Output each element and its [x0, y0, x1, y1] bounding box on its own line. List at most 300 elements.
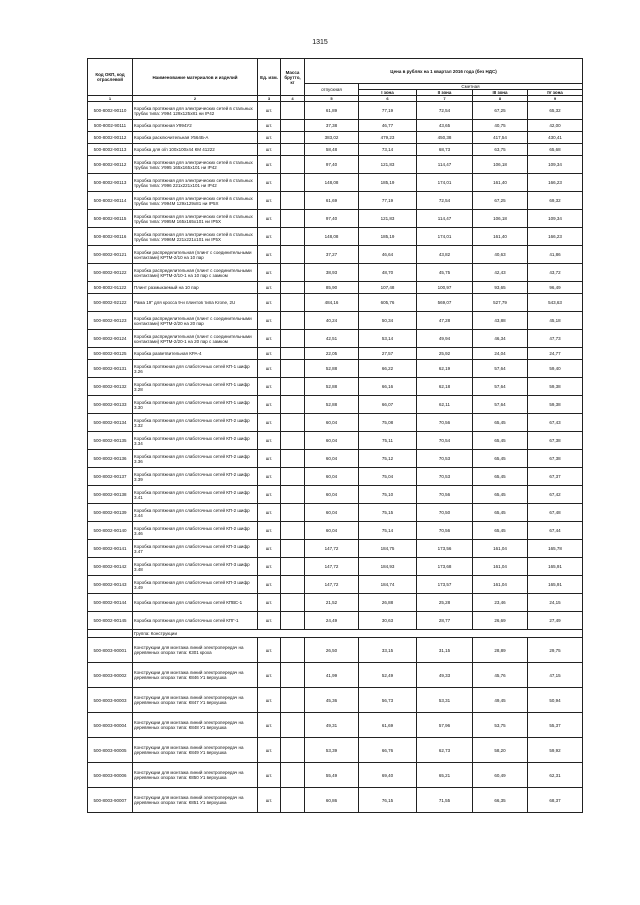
column-index-cell: 8 [473, 96, 528, 102]
row-code: 500-8002-90121 [88, 246, 133, 264]
row-name: Коробка протяжная для слаботочных сетей КП-2 шифр 3.44 [133, 504, 258, 522]
row-code: 500-8002-90144 [88, 594, 133, 612]
row-name: Коробка распределительная (плинт с соединительными контактами) КРТМ-2/10-1 на 10 пар с замком [133, 264, 258, 282]
row-unit: шт. [258, 330, 281, 348]
row-unit: шт. [258, 228, 281, 246]
row-name: Коробка протяжная для слаботочных сетей КП-3 шифр 3.47 [133, 540, 258, 558]
row-price: 161,04 [473, 558, 528, 576]
row-price: 75,08 [359, 414, 417, 432]
row-mass [281, 174, 305, 192]
row-price: 66,16 [359, 378, 417, 396]
table-row [88, 450, 583, 468]
row-unit: шт. [258, 763, 281, 788]
row-price: 66,07 [359, 396, 417, 414]
group-row [88, 630, 583, 638]
row-name: Коробка расключительная У564Б-А [133, 132, 258, 144]
row-price: 49,33 [417, 663, 473, 688]
row-code: 500-8002-91122 [88, 282, 133, 294]
price-table [87, 58, 583, 813]
row-name: Коробка протяжная для электрических сетей в стальных трубах типа: У995М 165х165х101 ни IP5X [133, 210, 258, 228]
row-price: 53,75 [473, 713, 528, 738]
row-price: 166,23 [528, 174, 583, 192]
header-zone2: II зона [417, 90, 473, 96]
row-unit: шт. [258, 156, 281, 174]
row-code: 500-8002-90115 [88, 210, 133, 228]
table-row [88, 312, 583, 330]
row-price: 68,73 [417, 144, 473, 156]
row-price: 67,25 [473, 102, 528, 120]
table-row [88, 102, 583, 120]
row-price: 109,34 [528, 156, 583, 174]
row-price: 147,72 [305, 576, 359, 594]
row-price: 26,69 [473, 612, 528, 630]
row-price: 57,96 [417, 713, 473, 738]
row-code: 500-8003-90001 [88, 638, 133, 663]
row-price: 65,45 [473, 468, 528, 486]
row-price: 45,36 [305, 688, 359, 713]
table-row [88, 282, 583, 294]
row-unit: шт. [258, 450, 281, 468]
row-unit: шт. [258, 192, 281, 210]
row-price: 484,16 [305, 294, 359, 312]
header-smetnaya: Сметная [359, 84, 583, 90]
row-price: 40,63 [473, 246, 528, 264]
row-name: Коробка протяжная для электрических сетей в стальных трубах типа: У994М 129х129х81 ни IP5X [133, 192, 258, 210]
header-mass: Масса брутто, кг [281, 59, 305, 96]
row-unit: шт. [258, 120, 281, 132]
row-code: 500-8002-90135 [88, 432, 133, 450]
row-price: 97,40 [305, 156, 359, 174]
row-unit: шт. [258, 264, 281, 282]
table-row [88, 228, 583, 246]
row-unit: шт. [258, 612, 281, 630]
row-price: 48,70 [359, 264, 417, 282]
row-mass [281, 348, 305, 360]
row-price: 161,40 [473, 174, 528, 192]
row-name: Конструкции для монтажа линий электропередач на деревянных опорах типа: К846 У1 верхушка [133, 663, 258, 688]
row-price: 66,22 [359, 360, 417, 378]
row-price: 23,46 [473, 594, 528, 612]
row-name: Рама 19" для кросса 9-и плинтов типа Krone, 2U [133, 294, 258, 312]
row-mass [281, 594, 305, 612]
row-unit: шт. [258, 174, 281, 192]
row-price: 69,40 [359, 763, 417, 788]
row-name: Коробка протяжная для слаботочных сетей КП-3 шифр 3.48 [133, 558, 258, 576]
row-price: 67,25 [473, 192, 528, 210]
table-row [88, 414, 583, 432]
row-unit: шт. [258, 210, 281, 228]
row-price: 41,86 [528, 246, 583, 264]
row-name: Коробка протяжная для электрических сетей в стальных трубах типа: У995 165х165х101 ни IP42 [133, 156, 258, 174]
row-mass [281, 120, 305, 132]
table-row [88, 486, 583, 504]
row-price: 165,78 [528, 540, 583, 558]
row-code: 500-8002-90112 [88, 132, 133, 144]
row-price: 42,51 [305, 330, 359, 348]
row-mass [281, 414, 305, 432]
table-row [88, 174, 583, 192]
row-price: 161,40 [473, 228, 528, 246]
row-price: 70,56 [417, 486, 473, 504]
row-price: 527,79 [473, 294, 528, 312]
table-row [88, 264, 583, 282]
row-price: 605,76 [359, 294, 417, 312]
row-price: 53,14 [359, 330, 417, 348]
row-price: 479,23 [359, 132, 417, 144]
row-code: 500-8002-90122 [88, 264, 133, 282]
row-price: 25,28 [417, 594, 473, 612]
row-price: 26,88 [359, 594, 417, 612]
row-price: 24,77 [528, 348, 583, 360]
row-price: 100,97 [417, 282, 473, 294]
row-unit: шт. [258, 396, 281, 414]
row-price: 70,53 [417, 450, 473, 468]
header-price-title: Цена в рублях на 1 квартал 2016 года (без НДС) [305, 59, 583, 84]
row-unit: шт. [258, 486, 281, 504]
row-price: 52,88 [305, 360, 359, 378]
row-name: Плинт размыкаемый на 10 пар [133, 282, 258, 294]
row-price: 65,21 [417, 763, 473, 788]
row-price: 76,15 [359, 788, 417, 813]
row-mass [281, 522, 305, 540]
row-price: 70,56 [417, 414, 473, 432]
row-price: 383,02 [305, 132, 359, 144]
row-price: 66,35 [473, 788, 528, 813]
table-row [88, 540, 583, 558]
column-index-cell: 1 [88, 96, 133, 102]
row-price: 85,90 [305, 282, 359, 294]
row-mass [281, 156, 305, 174]
row-code: 500-8002-90113 [88, 174, 133, 192]
row-unit: шт. [258, 558, 281, 576]
row-mass [281, 246, 305, 264]
row-price: 68,37 [528, 788, 583, 813]
table-row [88, 432, 583, 450]
row-price: 45,18 [528, 312, 583, 330]
row-mass [281, 264, 305, 282]
table-row [88, 663, 583, 688]
row-unit: шт. [258, 663, 281, 688]
row-name: Конструкции для монтажа линий электропередач на деревянных опорах типа: К848 У1 верхушка [133, 713, 258, 738]
row-price: 67,37 [528, 468, 583, 486]
row-mass [281, 210, 305, 228]
row-price: 148,08 [305, 174, 359, 192]
row-price: 59,40 [528, 360, 583, 378]
row-price: 50,34 [359, 312, 417, 330]
row-price: 38,93 [305, 264, 359, 282]
row-name: Коробка протяжная для слаботочных сетей КП-2 шифр 3.34 [133, 432, 258, 450]
column-index-cell: 7 [417, 96, 473, 102]
row-mass [281, 638, 305, 663]
row-name: Коробка протяжная для слаботочных сетей КП-2 шифр 3.32 [133, 414, 258, 432]
row-price: 53,39 [305, 738, 359, 763]
table-row [88, 348, 583, 360]
row-price: 70,53 [417, 468, 473, 486]
row-name: Коробка протяжная для слаботочных сетей КПГ-1 [133, 612, 258, 630]
row-price: 21,52 [305, 594, 359, 612]
table-row [88, 576, 583, 594]
row-unit: шт. [258, 468, 281, 486]
row-name: Коробки распределительная (плинт с соединительными контактами) КРТМ-2/10 на 10 пар [133, 246, 258, 264]
row-price: 543,63 [528, 294, 583, 312]
row-price: 96,49 [528, 282, 583, 294]
row-price: 52,49 [359, 663, 417, 688]
row-price: 62,31 [528, 763, 583, 788]
row-price: 26,50 [305, 638, 359, 663]
header-zone1: I зона [359, 90, 417, 96]
row-price: 33,15 [359, 638, 417, 663]
row-price: 45,76 [473, 663, 528, 688]
header-zone4: IV зона [528, 90, 583, 96]
column-index-cell: 5 [305, 96, 359, 102]
row-price: 185,19 [359, 228, 417, 246]
row-mass [281, 432, 305, 450]
header-zone3: III зона [473, 90, 528, 96]
column-index-cell: 9 [528, 96, 583, 102]
row-price: 60,04 [305, 522, 359, 540]
row-price: 66,76 [359, 738, 417, 763]
row-price: 55,49 [305, 763, 359, 788]
row-mass [281, 486, 305, 504]
row-mass [281, 378, 305, 396]
table-row [88, 144, 583, 156]
row-price: 65,45 [473, 486, 528, 504]
row-code: 500-8002-90140 [88, 522, 133, 540]
table-row [88, 522, 583, 540]
row-name: Коробка протяжная для слаботочных сетей КП-1 шифр 3.28 [133, 378, 258, 396]
table-row [88, 468, 583, 486]
row-code: 500-8002-90124 [88, 330, 133, 348]
row-price: 60,04 [305, 504, 359, 522]
row-price: 65,45 [473, 414, 528, 432]
table-row [88, 132, 583, 144]
row-unit: шт. [258, 522, 281, 540]
table-row [88, 763, 583, 788]
row-unit: шт. [258, 246, 281, 264]
row-price: 43,72 [528, 264, 583, 282]
row-price: 62,73 [417, 738, 473, 763]
row-price: 73,14 [359, 144, 417, 156]
table-row [88, 558, 583, 576]
row-name: Конструкции для монтажа линий электропередач на деревянных опорах типа: К301 кроха [133, 638, 258, 663]
row-mass [281, 330, 305, 348]
row-price: 65,45 [473, 522, 528, 540]
row-mass [281, 540, 305, 558]
row-price: 173,68 [417, 558, 473, 576]
row-price: 67,42 [528, 486, 583, 504]
row-unit: шт. [258, 688, 281, 713]
row-price: 71,55 [417, 788, 473, 813]
page-number: 1315 [312, 39, 328, 46]
row-price: 61,69 [305, 192, 359, 210]
row-price: 67,38 [528, 450, 583, 468]
row-price: 173,57 [417, 576, 473, 594]
row-price: 52,88 [305, 378, 359, 396]
row-price: 72,54 [417, 192, 473, 210]
row-price: 148,08 [305, 228, 359, 246]
row-code: 500-8002-90111 [88, 120, 133, 132]
row-code: 500-8002-90139 [88, 504, 133, 522]
row-code: 500-8002-90143 [88, 576, 133, 594]
row-unit: шт. [258, 282, 281, 294]
row-unit: шт. [258, 132, 281, 144]
row-price: 161,04 [473, 576, 528, 594]
row-name: Коробка протяжная для слаботочных сетей КП-2 шифр 3.39 [133, 468, 258, 486]
row-price: 58,48 [305, 144, 359, 156]
table-row [88, 156, 583, 174]
row-price: 75,15 [359, 504, 417, 522]
row-code: 500-8002-90110 [88, 102, 133, 120]
row-name: Коробка протяжная для электрических сетей в стальных трубах типа: У996 221х221х101 ни IP42 [133, 174, 258, 192]
row-unit: шт. [258, 540, 281, 558]
row-price: 63,75 [473, 144, 528, 156]
row-price: 49,45 [473, 688, 528, 713]
row-price: 59,38 [528, 396, 583, 414]
table-row [88, 192, 583, 210]
row-name: Конструкции для монтажа линий электропередач на деревянных опорах типа: К847 У1 верхушка [133, 688, 258, 713]
header-name: Наименование материалов и изделий [133, 59, 258, 96]
row-price: 57,64 [473, 360, 528, 378]
row-price: 450,38 [417, 132, 473, 144]
row-price: 77,19 [359, 102, 417, 120]
column-index-cell: 6 [359, 96, 417, 102]
row-unit: шт. [258, 144, 281, 156]
row-price: 49,94 [417, 330, 473, 348]
row-price: 70,56 [417, 522, 473, 540]
row-price: 72,54 [417, 102, 473, 120]
row-price: 37,27 [305, 246, 359, 264]
row-price: 59,38 [528, 378, 583, 396]
row-price: 45,75 [417, 264, 473, 282]
row-price: 62,18 [417, 378, 473, 396]
row-name: Конструкции для монтажа линий электропередач на деревянных опорах типа: К849 У1 верхушка [133, 738, 258, 763]
row-mass [281, 788, 305, 813]
row-name: Коробка разветвительная КРА-4 [133, 348, 258, 360]
row-price: 50,94 [528, 688, 583, 713]
table-row [88, 396, 583, 414]
row-mass [281, 688, 305, 713]
row-code: 500-8002-90136 [88, 450, 133, 468]
table-row [88, 246, 583, 264]
row-price: 67,38 [528, 432, 583, 450]
row-price: 55,37 [528, 713, 583, 738]
row-price: 107,48 [359, 282, 417, 294]
row-code: 500-8002-92122 [88, 294, 133, 312]
row-mass [281, 396, 305, 414]
table-row [88, 788, 583, 813]
row-price: 59,92 [528, 738, 583, 763]
row-price: 30,63 [359, 612, 417, 630]
group-empty-cell [88, 630, 133, 638]
row-price: 75,11 [359, 432, 417, 450]
row-code: 500-8002-90141 [88, 540, 133, 558]
row-mass [281, 713, 305, 738]
row-price: 77,19 [359, 192, 417, 210]
row-price: 46,64 [359, 246, 417, 264]
table-body [88, 96, 583, 813]
row-price: 42,43 [473, 264, 528, 282]
row-mass [281, 558, 305, 576]
row-unit: шт. [258, 738, 281, 763]
row-name: Коробка протяжная для слаботочных сетей КП-1 шифр 3.30 [133, 396, 258, 414]
row-code: 500-8002-90137 [88, 468, 133, 486]
table-row [88, 612, 583, 630]
row-price: 114,47 [417, 210, 473, 228]
row-name: Коробка распределительная (плинт с соединительными контактами) КРТМ-2/20-1 на 20 пар с замком [133, 330, 258, 348]
row-unit: шт. [258, 312, 281, 330]
row-name: Коробка протяжная для слаботочных сетей КП-2 шифр 3.36 [133, 450, 258, 468]
row-name: Коробка протяжная для слаботочных сетей КПВС-1 [133, 594, 258, 612]
row-price: 174,01 [417, 228, 473, 246]
row-name: Коробка протяжная для слаботочных сетей КП-1 шифр 3.26 [133, 360, 258, 378]
row-price: 60,04 [305, 414, 359, 432]
row-price: 40,24 [305, 312, 359, 330]
row-price: 42,00 [528, 120, 583, 132]
row-price: 97,40 [305, 210, 359, 228]
row-price: 161,04 [473, 540, 528, 558]
row-code: 500-8002-90112 [88, 156, 133, 174]
row-unit: шт. [258, 504, 281, 522]
row-name: Коробка протяжная для электрических сетей в стальных трубах типа: У994 129х125х81 ни IP42 [133, 102, 258, 120]
table-row [88, 378, 583, 396]
row-price: 52,88 [305, 396, 359, 414]
header-otpusk: отпускная [305, 84, 359, 96]
row-price: 41,99 [305, 663, 359, 688]
row-price: 28,89 [473, 638, 528, 663]
row-mass [281, 763, 305, 788]
row-unit: шт. [258, 576, 281, 594]
row-code: 500-8002-90131 [88, 360, 133, 378]
row-unit: шт. [258, 788, 281, 813]
row-price: 61,69 [359, 713, 417, 738]
row-mass [281, 294, 305, 312]
table-row [88, 504, 583, 522]
row-code: 500-8002-90116 [88, 228, 133, 246]
row-unit: шт. [258, 102, 281, 120]
row-price: 65,32 [528, 102, 583, 120]
row-price: 47,28 [417, 312, 473, 330]
row-price: 62,11 [417, 396, 473, 414]
row-price: 31,15 [417, 638, 473, 663]
column-index-cell: 2 [133, 96, 258, 102]
row-mass [281, 738, 305, 763]
row-price: 147,72 [305, 558, 359, 576]
row-price: 37,38 [305, 120, 359, 132]
row-price: 60,04 [305, 468, 359, 486]
row-price: 75,12 [359, 450, 417, 468]
row-price: 60,86 [305, 788, 359, 813]
row-name: Коробка протяжная для электрических сетей в стальных трубах типа: У996М 221х221х101 ни IP5X [133, 228, 258, 246]
row-price: 121,83 [359, 210, 417, 228]
row-price: 61,89 [305, 102, 359, 120]
row-price: 185,19 [359, 174, 417, 192]
table-row [88, 210, 583, 228]
row-price: 40,75 [473, 120, 528, 132]
row-code: 500-8002-90123 [88, 312, 133, 330]
row-code: 500-8003-90007 [88, 788, 133, 813]
row-code: 500-8002-90114 [88, 192, 133, 210]
row-price: 67,43 [528, 414, 583, 432]
table-row [88, 594, 583, 612]
row-price: 22,05 [305, 348, 359, 360]
row-price: 184,75 [359, 540, 417, 558]
row-price: 114,47 [417, 156, 473, 174]
row-price: 24,49 [305, 612, 359, 630]
row-price: 75,14 [359, 522, 417, 540]
header-unit: Ед. изм. [258, 59, 281, 96]
group-label: Группа: Конструкции [133, 630, 583, 638]
row-mass [281, 228, 305, 246]
